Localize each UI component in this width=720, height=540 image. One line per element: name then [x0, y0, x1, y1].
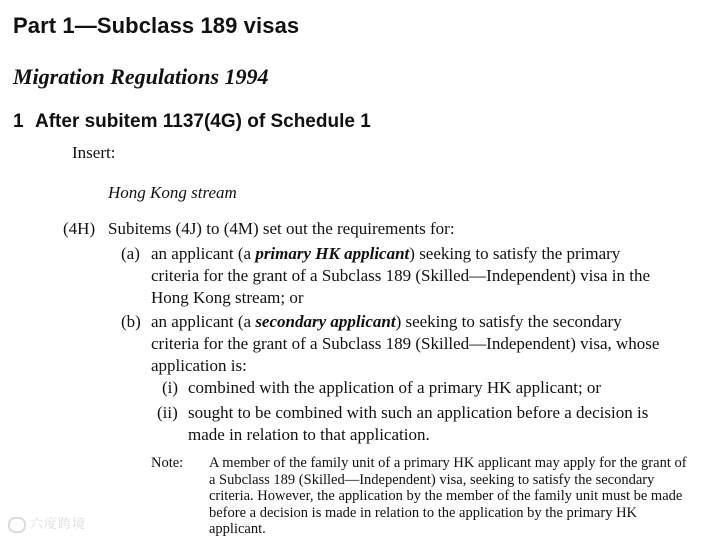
note-text [209, 455, 687, 538]
subpara-i-label: (i) [162, 378, 179, 397]
subitem-4h-label: (4H) [63, 219, 96, 238]
watermark-logo-icon [8, 517, 26, 533]
para-b-line-1 [151, 311, 659, 333]
item-number: 1 [13, 111, 24, 132]
subpara-ii-text [188, 402, 648, 446]
item-heading-text: After subitem 1137(4G) of Schedule 1 [35, 111, 371, 132]
subpara-ii-line-1: sought to be combined with such an application before a decision is [188, 403, 649, 422]
note-line-3: criteria. However, the application by the member of the family unit must be made [209, 488, 683, 504]
para-b-line-1-pre: an applicant (a [151, 312, 256, 331]
para-a-line-1-post: ) seeking to satisfy the primary [409, 244, 621, 263]
watermark-text: 六度跨境 [30, 517, 87, 532]
para-b-line-2: criteria for the grant of a Subclass 189 (Skilled—Independent) visa, whose [151, 334, 660, 353]
para-b-text [151, 311, 659, 377]
subpara-ii-label: (ii) [157, 403, 178, 422]
note-line-4: before a decision is made in relation to the application by the primary HK [209, 504, 638, 521]
act-title: Migration Regulations 1994 [13, 64, 269, 89]
subitem-4h-text: Subitems (4J) to (4M) set out the requirements for: [108, 219, 455, 238]
para-a-line-2: criteria for the grant of a Subclass 189 (Skilled—Independent) visa in the [151, 266, 650, 285]
para-b-label: (b) [121, 312, 141, 331]
para-a-text [151, 243, 650, 309]
para-a-label: (a) [121, 244, 140, 263]
subpara-ii-line-2: made in relation to that application. [188, 425, 430, 444]
note-line-2: a Subclass 189 (Skilled—Independent) visa, seeking to satisfy the secondary [209, 471, 655, 488]
para-b-line-1-post: ) seeking to satisfy the secondary [395, 312, 622, 331]
para-a-line-3: Hong Kong stream; or [151, 288, 304, 307]
note-line-5: applicant. [209, 521, 266, 537]
defined-term-secondary-applicant: secondary applicant [255, 312, 396, 331]
stream-heading: Hong Kong stream [108, 183, 237, 202]
para-a-line-1 [151, 243, 650, 265]
subpara-i-text: combined with the application of a primary HK applicant; or [188, 378, 602, 397]
watermark [8, 513, 86, 533]
note-label: Note: [151, 455, 184, 471]
defined-term-primary-hk-applicant: primary HK applicant [255, 244, 410, 263]
insert-label: Insert: [72, 143, 116, 162]
part-title: Part 1—Subclass 189 visas [13, 13, 300, 38]
item-heading [13, 111, 371, 133]
para-a-line-1-pre: an applicant (a [151, 244, 256, 263]
para-b-line-3: application is: [151, 356, 247, 375]
note-line-1: A member of the family unit of a primary HK applicant may apply for the grant of [209, 455, 687, 471]
